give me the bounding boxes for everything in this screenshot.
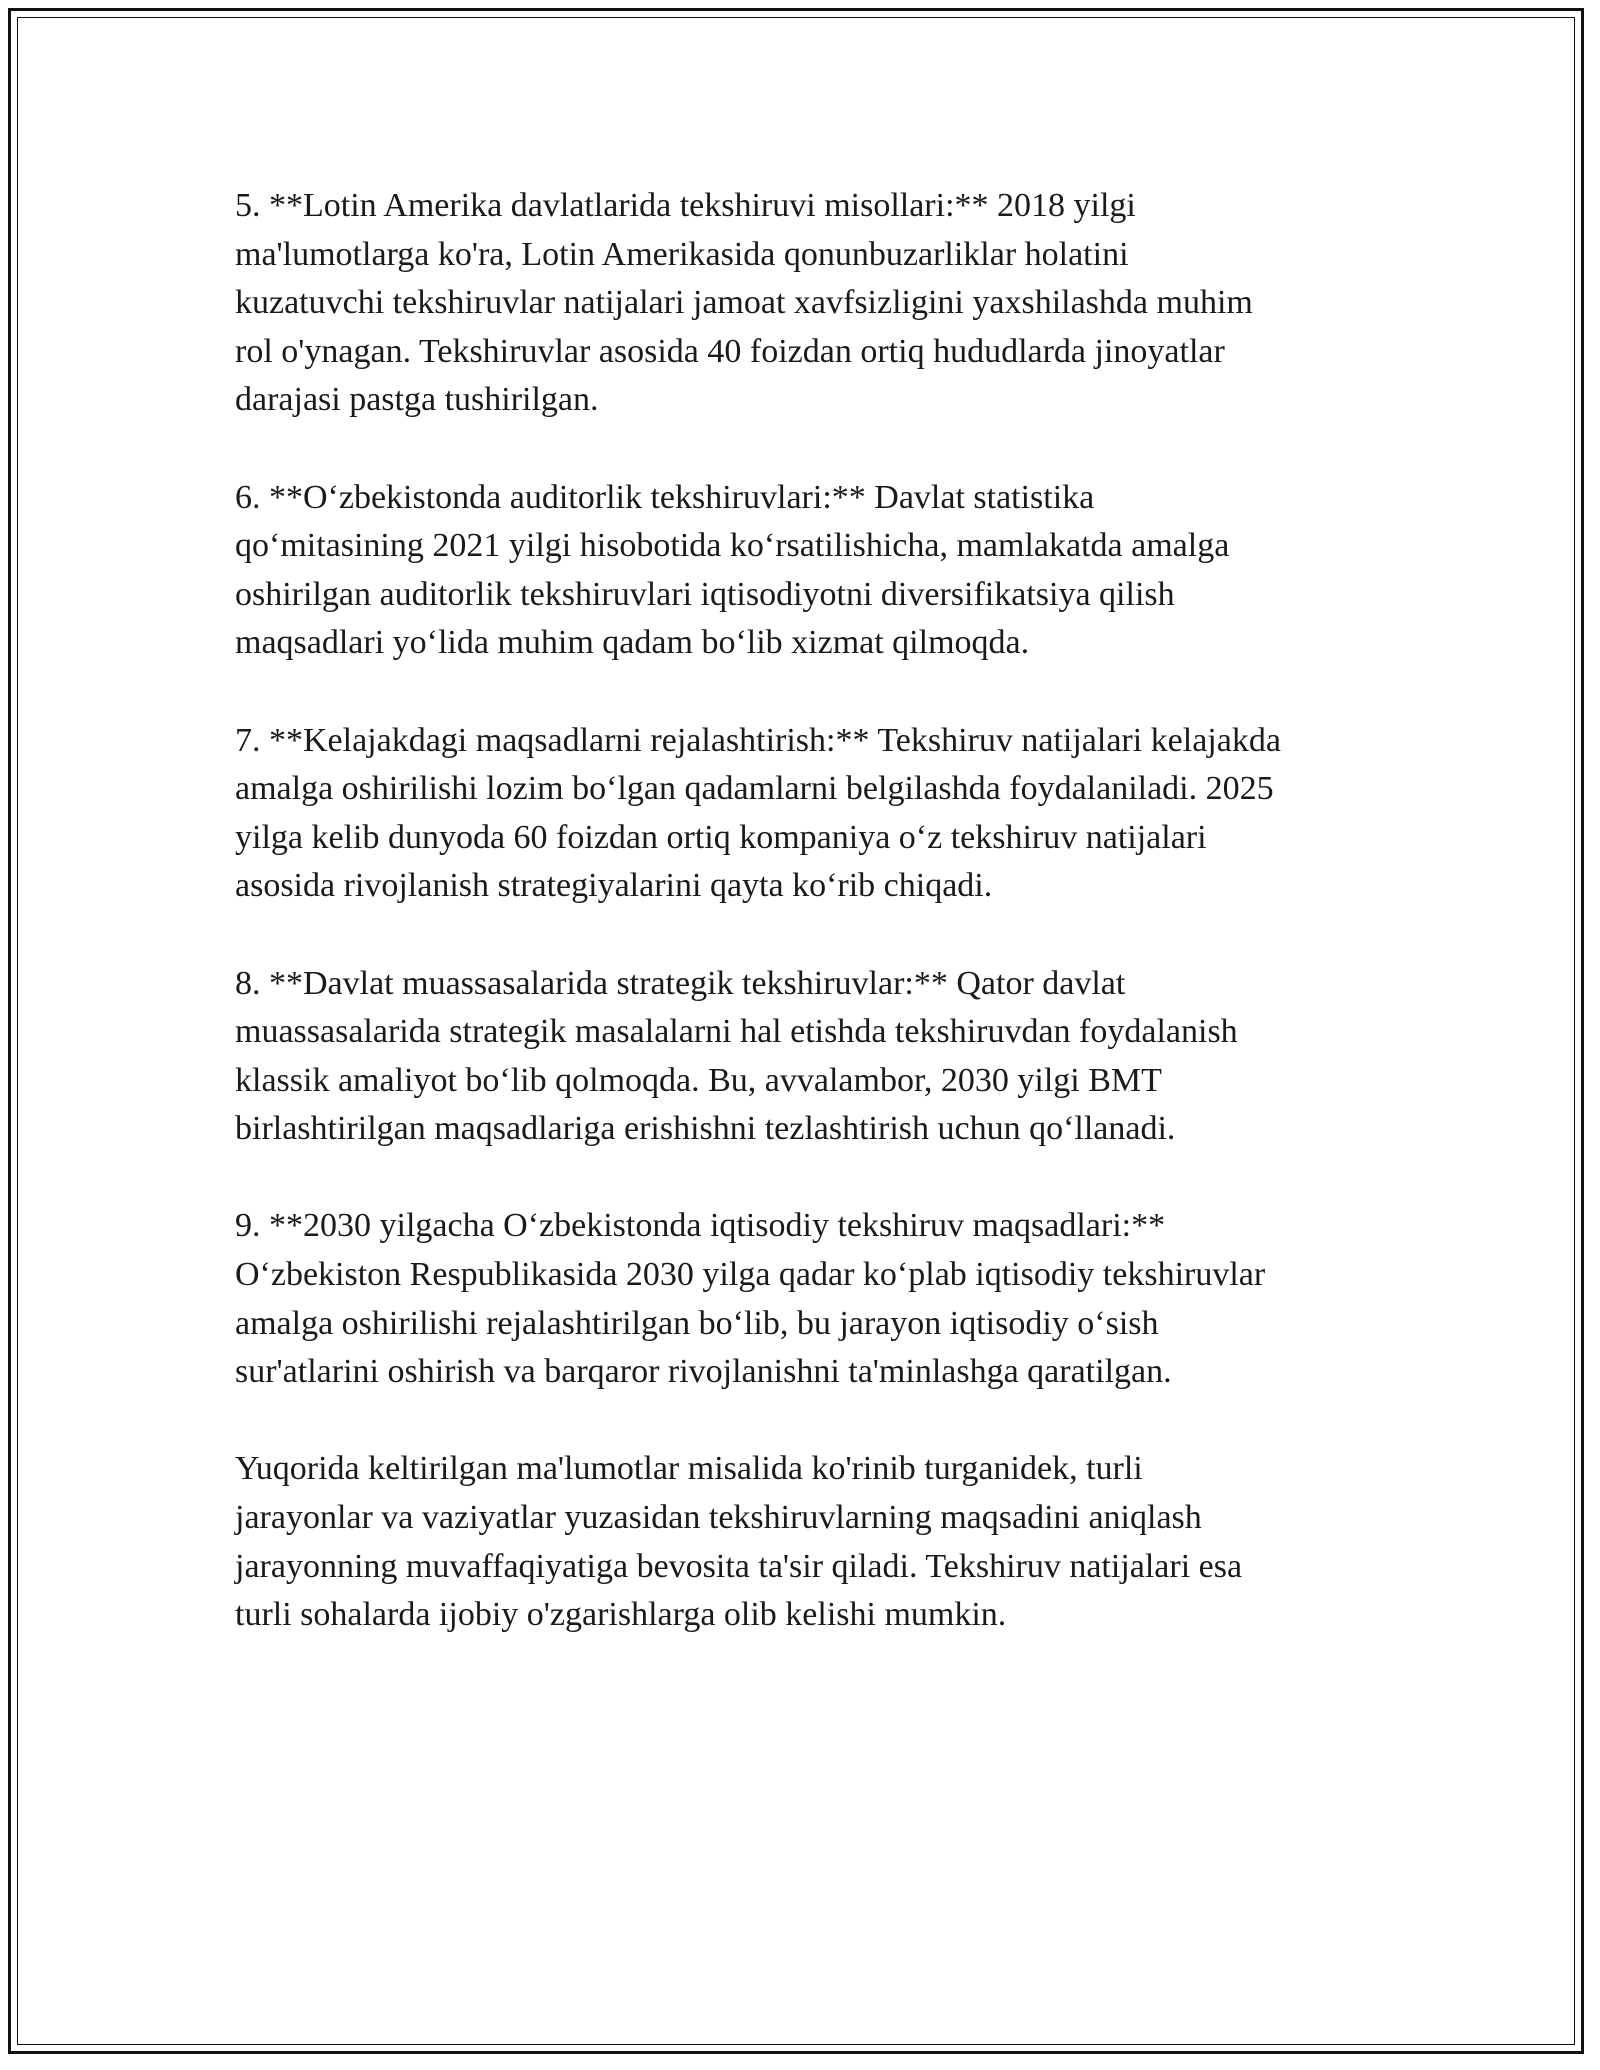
document-body [235,182,1415,1688]
text-line: klassik amaliyot boʻlib qolmoqda. Bu, avvalambor, 2030 yilgi BMT [235,1061,1162,1099]
paragraph-state-institutions [235,960,1415,1154]
text-line: qoʻmitasining 2021 yilgi hisobotida koʻrsatilishicha, mamlakatda amalga [235,527,1230,565]
text-line: birlashtirilgan maqsadlariga erishishni tezlashtirish uchun qoʻllanadi. [235,1110,1176,1148]
text-line: maqsadlari yoʻlida muhim qadam boʻlib xizmat qilmoqda. [235,624,1030,662]
paragraph-future-planning [235,717,1415,911]
text-line: jarayonning muvaffaqiyatiga bevosita ta'sir qiladi. Tekshiruv natijalari esa [235,1547,1243,1585]
paragraph-conclusion [235,1445,1415,1639]
paragraph-uzbekistan-audit [235,474,1415,668]
text-line: amalga oshirilishi lozim boʻlgan qadamlarni belgilashda foydalaniladi. 2025 [235,770,1274,808]
text-line: amalga oshirilishi rejalashtirilgan boʻlib, bu jarayon iqtisodiy oʻsish [235,1304,1159,1342]
text-line: 5. **Lotin Amerika davlatlarida tekshiruvi misollari:** 2018 yilgi [235,187,1136,224]
text-line: oshirilgan auditorlik tekshiruvlari iqtisodiyotni diversifikatsiya qilish [235,575,1175,613]
text-line: kuzatuvchi tekshiruvlar natijalari jamoat xavfsizligini yaxshilashda muhim [235,284,1253,322]
paragraph-2030-goals [235,1202,1415,1396]
text-line: 9. **2030 yilgacha Oʻzbekistonda iqtisodiy tekshiruv maqsadlari:** [235,1207,1166,1245]
text-line: darajasi pastga tushirilgan. [235,381,599,419]
text-line: Oʻzbekiston Respublikasida 2030 yilga qadar koʻplab iqtisodiy tekshiruvlar [235,1256,1266,1294]
text-line: ma'lumotlarga ko'ra, Lotin Amerikasida qonunbuzarliklar holatini [235,235,1129,273]
text-line: 6. **Oʻzbekistonda auditorlik tekshiruvlari:** Davlat statistika [235,478,1095,516]
text-line: Yuqorida keltirilgan ma'lumotlar misalida ko'rinib turganidek, turli [235,1450,1143,1488]
paragraph-latin-america [235,182,1415,425]
text-line: jarayonlar va vaziyatlar yuzasidan tekshiruvlarning maqsadini aniqlash [235,1499,1202,1537]
text-line: muassasalarida strategik masalalarni hal etishda tekshiruvdan foydalanish [235,1013,1238,1051]
text-line: turli sohalarda ijobiy o'zgarishlarga olib kelishi mumkin. [235,1596,1007,1634]
text-line: sur'atlarini oshirish va barqaror rivojlanishni ta'minlashga qaratilgan. [235,1353,1172,1391]
text-line: yilga kelib dunyoda 60 foizdan ortiq kompaniya oʻz tekshiruv natijalari [235,818,1207,856]
text-line: 8. **Davlat muassasalarida strategik tekshiruvlar:** Qator davlat [235,964,1126,1002]
text-line: 7. **Kelajakdagi maqsadlarni rejalashtirish:** Tekshiruv natijalari kelajakda [235,721,1281,759]
text-line: asosida rivojlanish strategiyalarini qayta koʻrib chiqadi. [235,867,993,905]
text-line: rol o'ynagan. Tekshiruvlar asosida 40 foizdan ortiq hududlarda jinoyatlar [235,332,1225,370]
